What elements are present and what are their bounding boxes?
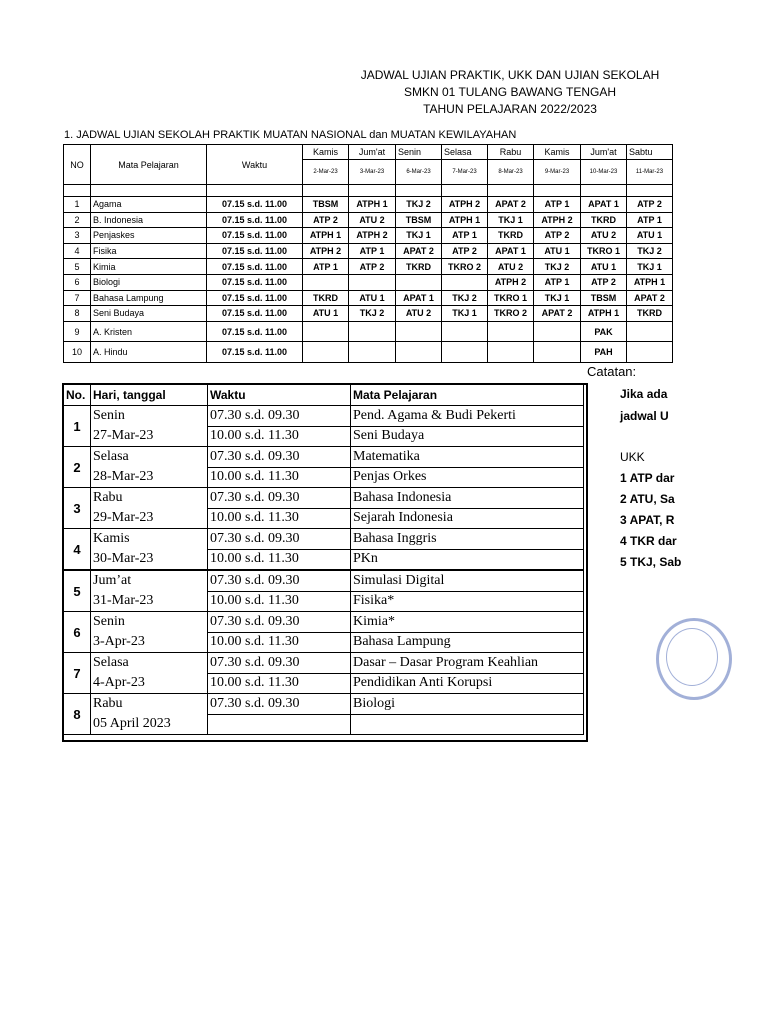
exam-time: 07.30 s.d. 09.30	[208, 447, 351, 468]
class-cell: ATP 1	[534, 274, 581, 290]
exam-time: 07.30 s.d. 09.30	[208, 694, 351, 715]
class-cell: PAK	[581, 321, 627, 342]
class-cell: APAT 2	[627, 290, 673, 306]
class-cell	[396, 274, 442, 290]
exam-date: 28-Mar-23	[91, 467, 208, 488]
class-cell	[349, 342, 396, 363]
class-cell: ATPH 1	[303, 228, 349, 244]
class-cell: TKRD	[396, 259, 442, 275]
class-cell: APAT 1	[396, 290, 442, 306]
date-header: 3-Mar-23	[349, 160, 396, 185]
table-row	[64, 694, 584, 715]
class-cell	[488, 342, 534, 363]
exam-time: 07.15 s.d. 11.00	[207, 321, 303, 342]
row-number: 6	[64, 612, 91, 653]
row-number: 4	[64, 243, 91, 259]
subject-name: Penjaskes	[91, 228, 207, 244]
day-header: Jum'at	[581, 145, 627, 160]
exam-time: 07.15 s.d. 11.00	[207, 342, 303, 363]
exam-time: 07.30 s.d. 09.30	[208, 570, 351, 591]
class-cell	[442, 274, 488, 290]
subject-name: Kimia	[91, 259, 207, 275]
class-cell: ATP 1	[349, 243, 396, 259]
exam-time: 07.15 s.d. 11.00	[207, 290, 303, 306]
exam-time: 07.15 s.d. 11.00	[207, 197, 303, 213]
day-name: Selasa	[91, 447, 208, 468]
row-number: 2	[64, 447, 91, 488]
class-cell	[442, 342, 488, 363]
class-cell: APAT 2	[396, 243, 442, 259]
class-cell: TKRO 1	[488, 290, 534, 306]
exam-time: 07.15 s.d. 11.00	[207, 212, 303, 228]
subject-name: B. Indonesia	[91, 212, 207, 228]
row-number: 3	[64, 488, 91, 529]
day-header: Rabu	[488, 145, 534, 160]
day-header: Jum'at	[349, 145, 396, 160]
class-cell	[303, 274, 349, 290]
class-cell: APAT 1	[581, 197, 627, 213]
title-line-1: JADWAL UJIAN PRAKTIK, UKK DAN UJIAN SEKOLAH	[360, 68, 660, 82]
class-cell: ATPH 2	[303, 243, 349, 259]
class-cell: ATPH 2	[349, 228, 396, 244]
document-title	[300, 67, 720, 118]
day-name: Rabu	[91, 694, 208, 715]
day-name: Senin	[91, 406, 208, 427]
exam-time: 10.00 s.d. 11.30	[208, 591, 351, 612]
practical-exam-table	[63, 144, 673, 363]
notes-item: 2 ATU, Sa	[620, 492, 675, 506]
class-cell: PAH	[581, 342, 627, 363]
class-cell: ATP 2	[442, 243, 488, 259]
subject-name: Fisika	[91, 243, 207, 259]
class-cell: TKJ 2	[534, 259, 581, 275]
row-number: 8	[64, 306, 91, 322]
subject-name: Bahasa Inggris	[351, 529, 584, 550]
day-header: Selasa	[442, 145, 488, 160]
class-cell	[303, 342, 349, 363]
class-cell: ATU 2	[396, 306, 442, 322]
date-header: 10-Mar-23	[581, 160, 627, 185]
notes-item: 1 ATP dar	[620, 471, 675, 485]
date-header: 6-Mar-23	[396, 160, 442, 185]
class-cell: ATPH 2	[442, 197, 488, 213]
subject-name: Penjas Orkes	[351, 467, 584, 488]
class-cell: ATU 2	[488, 259, 534, 275]
class-cell: ATPH 1	[442, 212, 488, 228]
class-cell: TBSM	[396, 212, 442, 228]
subject-name: Agama	[91, 197, 207, 213]
subject-name: PKn	[351, 549, 584, 570]
class-cell: TKRD	[581, 212, 627, 228]
class-cell	[396, 321, 442, 342]
class-cell: TBSM	[303, 197, 349, 213]
class-cell	[488, 321, 534, 342]
subject-name	[351, 714, 584, 735]
subject-name: Biologi	[91, 274, 207, 290]
col-header-subject: Mata Pelajaran	[91, 145, 207, 185]
class-cell: ATU 1	[349, 290, 396, 306]
class-cell	[303, 321, 349, 342]
row-number: 1	[64, 406, 91, 447]
class-cell: ATPH 1	[627, 274, 673, 290]
row-number: 5	[64, 570, 91, 612]
exam-time: 07.15 s.d. 11.00	[207, 306, 303, 322]
class-cell: ATU 2	[349, 212, 396, 228]
exam-time: 07.30 s.d. 09.30	[208, 653, 351, 674]
exam-time: 10.00 s.d. 11.30	[208, 508, 351, 529]
class-cell: TKJ 2	[349, 306, 396, 322]
subject-name: Biologi	[351, 694, 584, 715]
subject-name: Fisika*	[351, 591, 584, 612]
class-cell	[534, 321, 581, 342]
table-row	[64, 342, 673, 363]
class-cell: ATPH 1	[349, 197, 396, 213]
date-header: 9-Mar-23	[534, 160, 581, 185]
subject-name: Seni Budaya	[91, 306, 207, 322]
table-row	[64, 259, 673, 275]
row-number: 7	[64, 290, 91, 306]
section-1-heading: 1. JADWAL UJIAN SEKOLAH PRAKTIK MUATAN NASIONAL dan MUATAN KEWILAYAHAN	[64, 129, 517, 141]
notes-ukk-label: UKK	[620, 450, 645, 464]
class-cell: TKJ 1	[396, 228, 442, 244]
class-cell	[349, 274, 396, 290]
exam-time: 10.00 s.d. 11.30	[208, 467, 351, 488]
row-number: 2	[64, 212, 91, 228]
subject-name: Pend. Agama & Budi Pekerti	[351, 406, 584, 427]
day-name: Kamis	[91, 529, 208, 550]
class-cell: TKJ 1	[488, 212, 534, 228]
class-cell	[534, 342, 581, 363]
notes-line: jadwal U	[620, 409, 669, 423]
table-row	[64, 591, 584, 612]
date-header: 7-Mar-23	[442, 160, 488, 185]
table-row	[64, 549, 584, 570]
subject-name: Dasar – Dasar Program Keahlian	[351, 653, 584, 674]
exam-time: 10.00 s.d. 11.30	[208, 549, 351, 570]
class-cell: TKJ 2	[396, 197, 442, 213]
col-header-day: Hari, tanggal	[91, 385, 208, 406]
exam-time: 10.00 s.d. 11.30	[208, 673, 351, 694]
class-cell: ATP 1	[303, 259, 349, 275]
row-number: 7	[64, 653, 91, 694]
table-row	[64, 426, 584, 447]
class-cell: TKRO 2	[442, 259, 488, 275]
col-header-no: No.	[64, 385, 91, 406]
date-header: 11-Mar-23	[627, 160, 673, 185]
table-row	[64, 529, 584, 550]
class-cell: ATP 2	[534, 228, 581, 244]
class-cell: ATP 1	[534, 197, 581, 213]
day-header: Senin	[396, 145, 442, 160]
row-number: 1	[64, 197, 91, 213]
subject-name: Matematika	[351, 447, 584, 468]
table-row	[64, 306, 673, 322]
day-name: Rabu	[91, 488, 208, 509]
subject-name: Bahasa Lampung	[91, 290, 207, 306]
title-line-2: SMKN 01 TULANG BAWANG TENGAH	[403, 85, 617, 99]
day-name: Selasa	[91, 653, 208, 674]
class-cell: ATU 2	[581, 228, 627, 244]
exam-date: 4-Apr-23	[91, 673, 208, 694]
class-cell: TKRD	[488, 228, 534, 244]
practical-exam-rows	[64, 197, 673, 363]
class-cell: ATPH 1	[581, 306, 627, 322]
exam-time: 07.15 s.d. 11.00	[207, 243, 303, 259]
exam-time: 07.30 s.d. 09.30	[208, 612, 351, 633]
class-cell: TKRO 2	[488, 306, 534, 322]
exam-time: 07.15 s.d. 11.00	[207, 274, 303, 290]
exam-time	[208, 714, 351, 735]
class-cell: TKRD	[303, 290, 349, 306]
date-header: 2-Mar-23	[303, 160, 349, 185]
class-cell: ATP 2	[627, 197, 673, 213]
table-row	[64, 274, 673, 290]
class-cell	[442, 321, 488, 342]
class-cell: APAT 1	[488, 243, 534, 259]
row-number: 10	[64, 342, 91, 363]
exam-time: 07.30 s.d. 09.30	[208, 529, 351, 550]
table-row	[64, 714, 584, 735]
notes-item: 3 APAT, R	[620, 513, 675, 527]
notes-item: 5 TKJ, Sab	[620, 555, 682, 569]
row-number: 9	[64, 321, 91, 342]
class-cell: APAT 2	[488, 197, 534, 213]
notes-heading: Catatan:	[587, 364, 637, 379]
exam-time: 07.15 s.d. 11.00	[207, 228, 303, 244]
class-cell: TKRD	[627, 306, 673, 322]
col-header-time: Waktu	[207, 145, 303, 185]
table-row	[64, 212, 673, 228]
row-number: 4	[64, 529, 91, 571]
class-cell: TKJ 1	[442, 306, 488, 322]
table-row	[64, 447, 584, 468]
class-cell: TBSM	[581, 290, 627, 306]
table-row	[64, 612, 584, 633]
day-name: Jum’at	[91, 570, 208, 591]
table-row	[64, 653, 584, 674]
subject-name: Bahasa Lampung	[351, 632, 584, 653]
class-cell: ATU 1	[581, 259, 627, 275]
class-cell	[396, 342, 442, 363]
class-cell: ATP 1	[627, 212, 673, 228]
class-cell: TKRO 1	[581, 243, 627, 259]
table-row	[64, 467, 584, 488]
class-cell: TKJ 2	[442, 290, 488, 306]
subject-name: Seni Budaya	[351, 426, 584, 447]
school-stamp-inner	[666, 628, 718, 686]
class-cell: ATPH 2	[534, 212, 581, 228]
spacer-row	[64, 185, 673, 197]
day-header: Sabtu	[627, 145, 673, 160]
exam-date: 05 April 2023	[91, 714, 208, 735]
row-number: 8	[64, 694, 91, 735]
subject-name: Bahasa Indonesia	[351, 488, 584, 509]
exam-time: 07.15 s.d. 11.00	[207, 259, 303, 275]
table-row	[64, 632, 584, 653]
subject-name: Simulasi Digital	[351, 570, 584, 591]
exam-time: 07.30 s.d. 09.30	[208, 488, 351, 509]
exam-date: 31-Mar-23	[91, 591, 208, 612]
table-row	[64, 290, 673, 306]
exam-time: 10.00 s.d. 11.30	[208, 632, 351, 653]
exam-date: 29-Mar-23	[91, 508, 208, 529]
subject-name: Sejarah Indonesia	[351, 508, 584, 529]
class-cell: ATP 2	[303, 212, 349, 228]
table-row	[64, 508, 584, 529]
col-header-no: NO	[64, 145, 91, 185]
table-row	[64, 673, 584, 694]
row-number: 6	[64, 274, 91, 290]
exam-time: 10.00 s.d. 11.30	[208, 426, 351, 447]
written-exam-rows	[64, 406, 584, 735]
class-cell: ATP 2	[581, 274, 627, 290]
class-cell: ATU 1	[534, 243, 581, 259]
subject-name: Pendidikan Anti Korupsi	[351, 673, 584, 694]
table-row	[64, 197, 673, 213]
day-header: Kamis	[303, 145, 349, 160]
date-header: 8-Mar-23	[488, 160, 534, 185]
class-cell: ATP 1	[442, 228, 488, 244]
class-cell: ATU 1	[303, 306, 349, 322]
row-number: 3	[64, 228, 91, 244]
subject-name: A. Kristen	[91, 321, 207, 342]
subject-name: Kimia*	[351, 612, 584, 633]
class-cell: ATPH 2	[488, 274, 534, 290]
written-exam-table	[63, 384, 584, 735]
class-cell: ATU 1	[627, 228, 673, 244]
notes-item: 4 TKR dar	[620, 534, 677, 548]
col-header-time: Waktu	[208, 385, 351, 406]
table-row	[64, 570, 584, 591]
class-cell: TKJ 2	[627, 243, 673, 259]
table-row	[64, 406, 584, 427]
exam-date: 30-Mar-23	[91, 549, 208, 570]
table-row	[64, 488, 584, 509]
exam-time: 07.30 s.d. 09.30	[208, 406, 351, 427]
row-number: 5	[64, 259, 91, 275]
title-line-3: TAHUN PELAJARAN 2022/2023	[423, 102, 597, 116]
class-cell	[349, 321, 396, 342]
class-cell: TKJ 1	[627, 259, 673, 275]
class-cell	[627, 321, 673, 342]
notes-line: Jika ada	[620, 387, 668, 401]
exam-date: 3-Apr-23	[91, 632, 208, 653]
day-header: Kamis	[534, 145, 581, 160]
class-cell	[627, 342, 673, 363]
day-name: Senin	[91, 612, 208, 633]
table-row	[64, 321, 673, 342]
exam-date: 27-Mar-23	[91, 426, 208, 447]
class-cell: ATP 2	[349, 259, 396, 275]
subject-name: A. Hindu	[91, 342, 207, 363]
table-row	[64, 243, 673, 259]
col-header-subject: Mata Pelajaran	[351, 385, 584, 406]
class-cell: TKJ 1	[534, 290, 581, 306]
class-cell: APAT 2	[534, 306, 581, 322]
table-row	[64, 228, 673, 244]
